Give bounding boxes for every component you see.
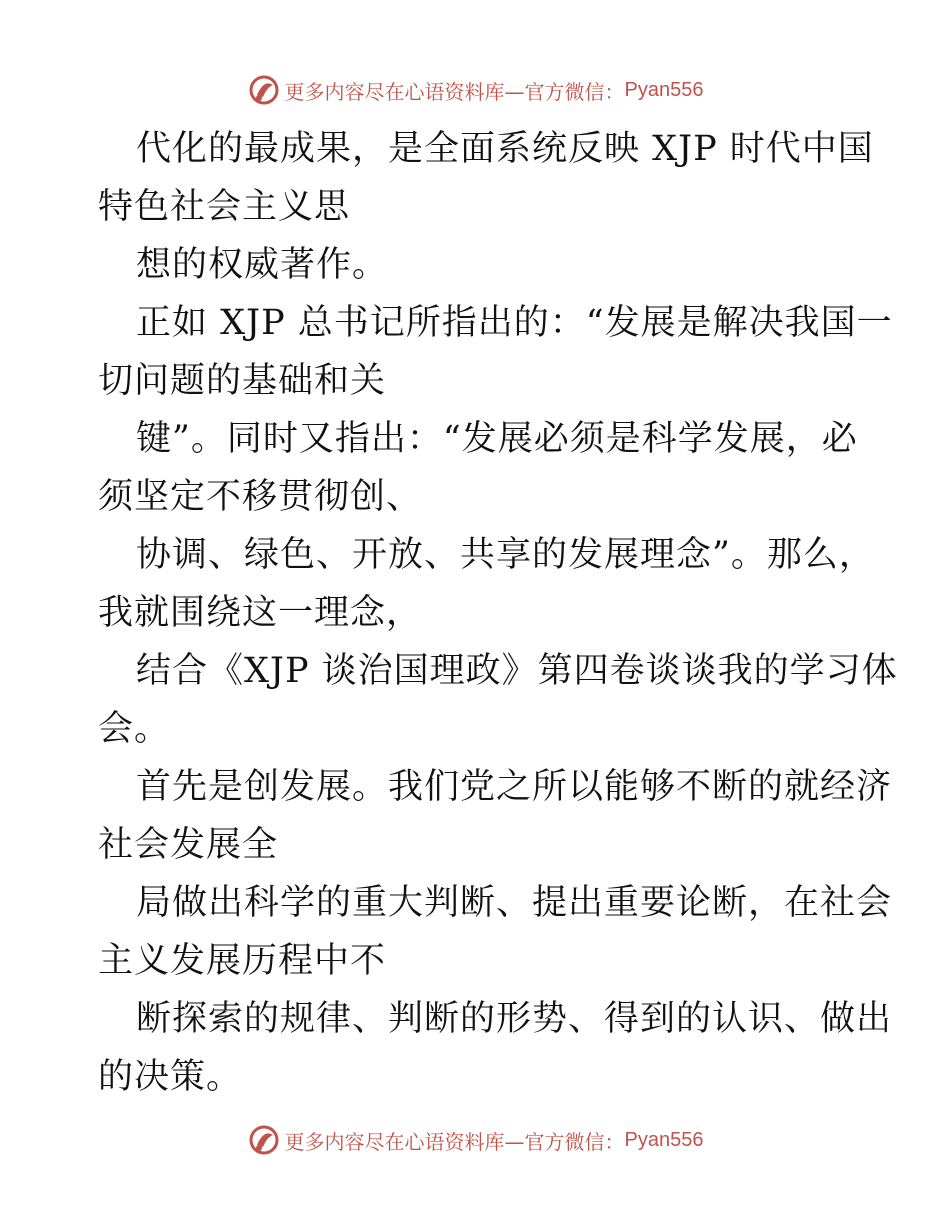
text-line: 想的权威著作。 — [136, 245, 389, 285]
text-line: 会。 — [98, 709, 171, 749]
text-line: 首先是创发展。我们党之所以能够不断的就经济 — [136, 767, 893, 807]
text-line: 切问题的基础和关 — [98, 361, 387, 401]
text-line: 键”。同时又指出：“发展必须是科学发展，必 — [136, 419, 858, 459]
text-line: 协调、绿色、开放、共享的发展理念”。那么， — [136, 535, 875, 575]
text-line: 断探索的规律、判断的形势、得到的认识、做出 — [136, 999, 893, 1039]
text-line: 正如 XJP 总书记所指出的：“发展是解决我国一 — [136, 303, 893, 343]
text-line: 我就围绕这一理念， — [98, 593, 423, 633]
brand-logo-icon — [247, 1123, 281, 1157]
watermark-wechat-id: Pyan556 — [624, 1128, 704, 1151]
text-line: 的决策。 — [98, 1057, 243, 1097]
watermark-wechat-id: Pyan556 — [624, 78, 704, 101]
brand-logo-icon — [247, 73, 281, 107]
text-line: 代化的最成果，是全面系统反映 XJP 时代中国 — [136, 129, 874, 169]
text-line: 社会发展全 — [98, 825, 279, 865]
header-watermark — [0, 70, 950, 110]
document-body — [98, 120, 898, 1106]
text-line: 局做出科学的重大判断、提出重要论断，在社会 — [136, 883, 893, 923]
watermark-separator: —官方微信： — [504, 79, 625, 104]
watermark-title: 更多内容尽在心语资料库 — [284, 1129, 505, 1154]
text-line: 结合《XJP 谈治国理政》第四卷谈谈我的学习体 — [136, 651, 898, 691]
text-line: 须坚定不移贯彻创、 — [98, 477, 423, 517]
text-line: 主义发展历程中不 — [98, 941, 387, 981]
text-line: 特色社会主义思 — [98, 187, 351, 227]
watermark-title: 更多内容尽在心语资料库 — [284, 79, 505, 104]
footer-watermark — [0, 1120, 950, 1160]
watermark-separator: —官方微信： — [504, 1129, 625, 1154]
